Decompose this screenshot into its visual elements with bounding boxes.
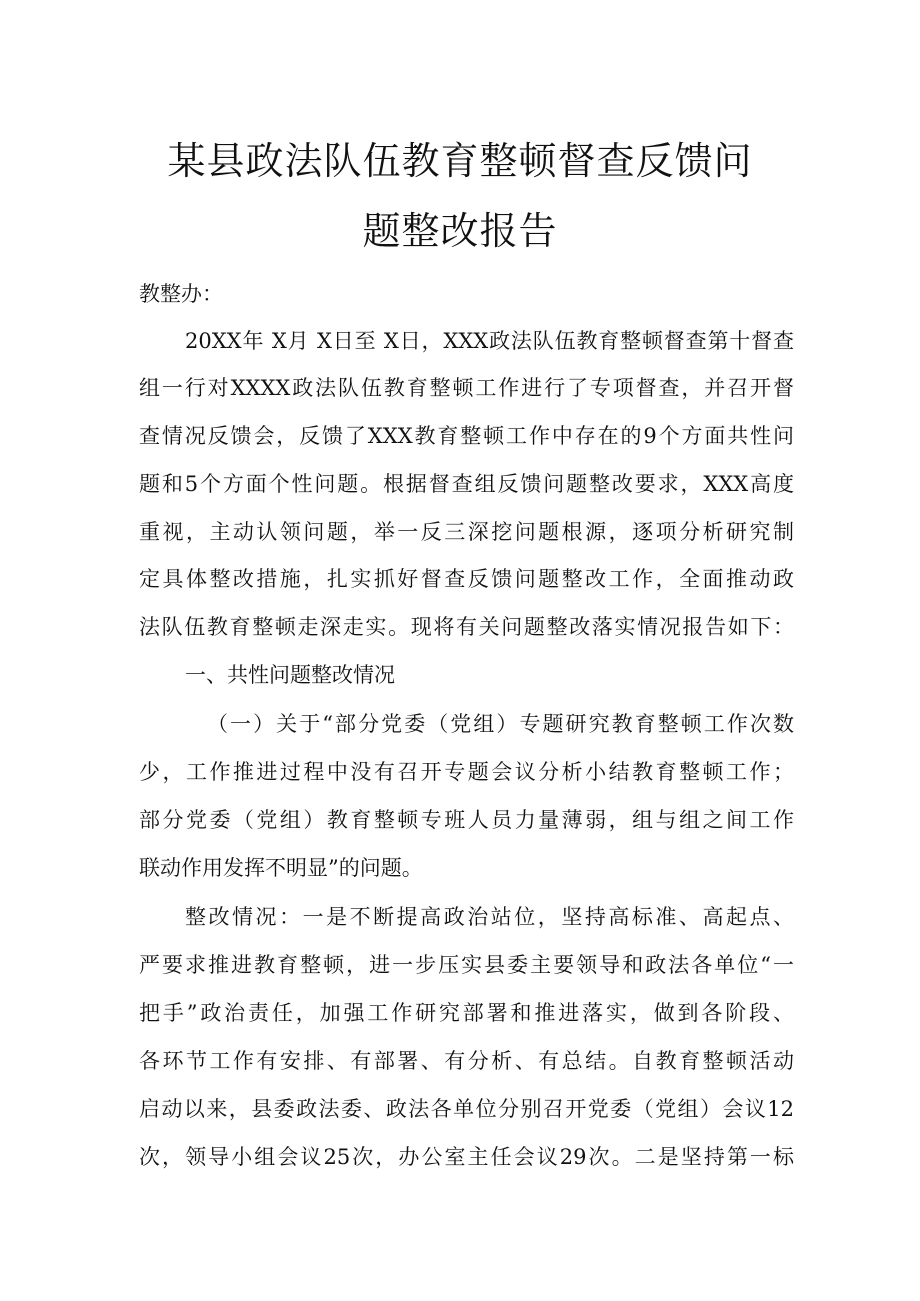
rectify-line-6: 次，领导小组会议25次，办公室主任会议29次。二是坚持第一标 — [139, 1145, 794, 1169]
rectify-line-4: 各环节工作有安排、有部署、有分析、有总结。自教育整顿活动 — [139, 1049, 794, 1073]
rectify-line-3: 把手”政治责任，加强工作研究部署和推进落实，做到各阶段、 — [139, 1001, 794, 1025]
rectify-line-1: 整改情况：一是不断提高政治站位，坚持高标准、高起点、 — [185, 905, 794, 929]
intro-line-4: 题和5个方面个性问题。根据督查组反馈问题整改要求，XXX高度 — [139, 472, 794, 496]
intro-line-3: 查情况反馈会，反馈了XXX教育整顿工作中存在的9个方面共性问 — [139, 424, 794, 448]
issue-line-1: （一）关于“部分党委（党组）专题研究教育整顿工作次数 — [207, 712, 794, 736]
salutation: 教整办： — [139, 282, 223, 306]
rectify-line-5: 启动以来，县委政法委、政法各单位分别召开党委（党组）会议12 — [139, 1097, 794, 1121]
issue-line-3: 部分党委（党组）教育整顿专班人员力量薄弱，组与组之间工作 — [139, 808, 794, 832]
rectify-line-2: 严要求推进教育整顿，进一步压实县委主要领导和政法各单位“一 — [139, 953, 794, 977]
section-heading: 一、共性问题整改情况 — [185, 663, 395, 687]
intro-line-5: 重视，主动认领问题，举一反三深挖问题根源，逐项分析研究制 — [139, 520, 794, 544]
intro-line-2: 组一行对XXXX政法队伍教育整顿工作进行了专项督查，并召开督 — [139, 376, 794, 400]
document-title-line-1: 某县政法队伍教育整顿督查反馈问 — [167, 139, 753, 183]
issue-line-2: 少，工作推进过程中没有召开专题会议分析小结教育整顿工作； — [139, 760, 794, 784]
issue-line-4: 联动作用发挥不明显”的问题。 — [139, 856, 423, 880]
intro-line-7: 法队伍教育整顿走深走实。现将有关问题整改落实情况报告如下： — [139, 615, 794, 639]
intro-line-1: 20XX年 X月 X日至 X日，XXX政法队伍教育整顿督查第十督查 — [185, 329, 794, 353]
document-title-line-2: 题整改报告 — [362, 209, 558, 253]
intro-line-6: 定具体整改措施，扎实抓好督查反馈问题整改工作，全面推动政 — [139, 567, 794, 591]
